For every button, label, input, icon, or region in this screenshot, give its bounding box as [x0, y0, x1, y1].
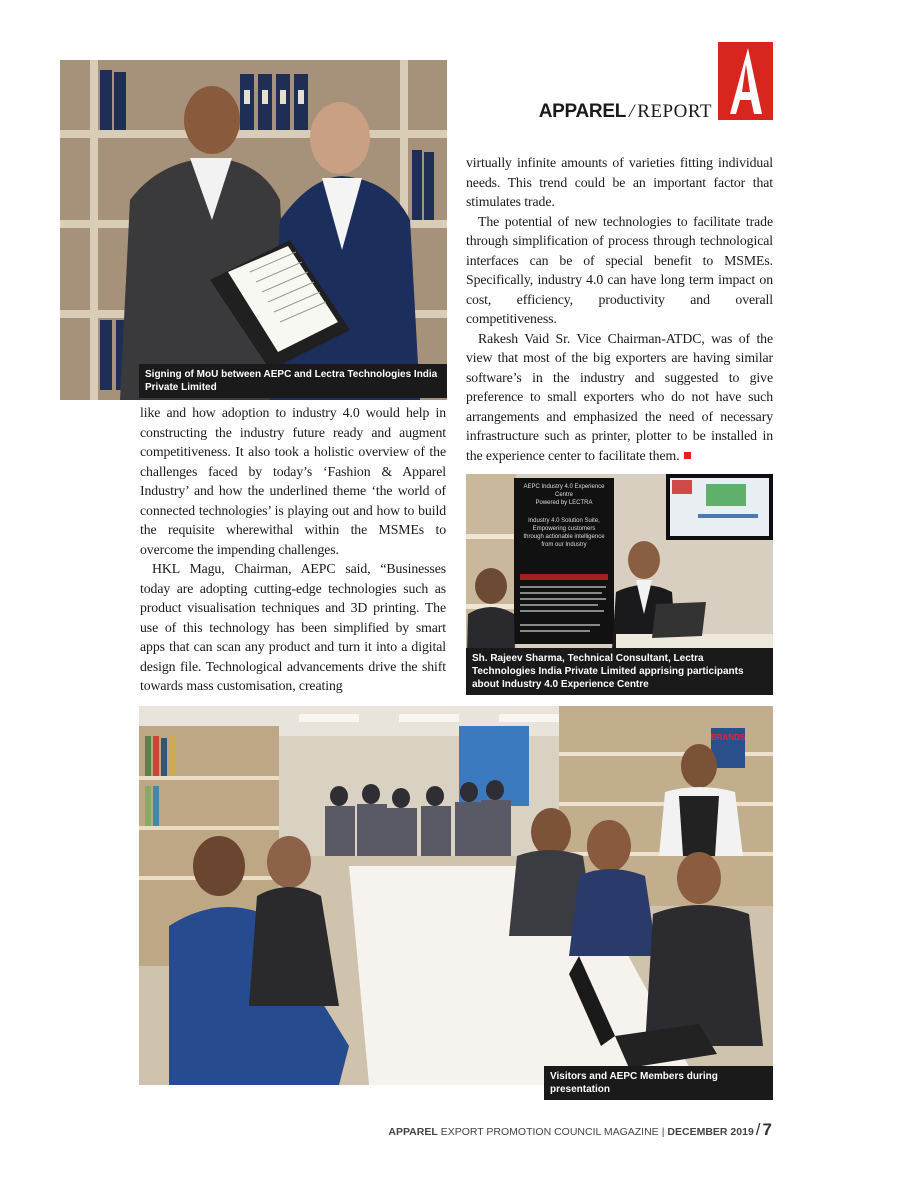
- section-label: [500, 100, 712, 124]
- presentation-photo: [466, 474, 773, 694]
- standee-powered: Powered by LECTRA: [535, 500, 593, 506]
- presentation-photo-caption: Sh. Rajeev Sharma, Technical Consultant, Lectra Technologies India Private Limited apprising participants about Industry 4.0 Experience Centre: [466, 648, 773, 695]
- left-paragraph-2: HKL Magu, Chairman, AEPC said, “Businesses today are adopting cutting-edge technologies such as product visualisation techniques and 3D printing. The use of this technology has been simplified by smart apps that can scan any product and turn it into a digital design file. Technological advancements drive the shift towards mass customisation, creating: [140, 561, 446, 693]
- bookshelf-label: BRANDS: [710, 733, 746, 742]
- section-label-bold: APPAREL: [538, 101, 626, 122]
- footer-pipe: |: [661, 1126, 665, 1138]
- end-of-article-mark: [684, 452, 691, 459]
- standee-sub2: Empowering customers: [532, 526, 596, 532]
- right-paragraph-3: [466, 329, 773, 466]
- standee-sub1: Industry 4.0 Solution Suite,: [528, 518, 600, 524]
- group-photo-caption: Visitors and AEPC Members during presentation: [544, 1066, 773, 1100]
- right-paragraph-3-text: Rakesh Vaid Sr. Vice Chairman-ATDC, was of the view that most of the big exporters are having similar software’s in the industry and suggested to give preference to small exporters who do not have such arrangements and emphasized the need of necessary infrastructure such as printer, plotter to be installed in the experience center to facilitate them.: [466, 330, 773, 463]
- page-footer: [340, 1120, 772, 1140]
- section-label-light: REPORT: [637, 101, 712, 122]
- section-separator: /: [629, 101, 635, 122]
- right-paragraph-1: virtually infinite amounts of varieties fitting individual needs. This trend could be an important factor that stimulates trade.: [466, 155, 773, 209]
- logo-a-mark: [718, 42, 773, 120]
- mou-photo-caption: Signing of MoU between AEPC and Lectra Technologies India Private Limited: [139, 364, 447, 398]
- footer-brand: APPAREL: [388, 1126, 438, 1138]
- footer-slash: /: [755, 1120, 761, 1139]
- left-text-column: [140, 403, 446, 696]
- footer-magazine-name: EXPORT PROMOTION COUNCIL MAGAZINE: [440, 1126, 659, 1138]
- standee-sub4: from our Industry: [541, 542, 587, 548]
- standee-sub3: through actionable intelligence: [523, 534, 605, 540]
- page-number: 7: [762, 1120, 772, 1139]
- left-paragraph-1: like and how adoption to industry 4.0 would help in constructing the industry future ready and augment competitiveness. It also took a holistic overview of the challenges faced by today’s ‘Fashion & Apparel Industry’ and how the underlined theme ‘the world of connected technologies’ is playing out and how to build the requisite wherewithal within the MSMEs to overcome the impending challenges.: [140, 405, 446, 557]
- group-meeting-photo: [139, 706, 773, 1095]
- mou-signing-photo: [60, 60, 447, 400]
- magazine-logo: [718, 42, 773, 120]
- standee-title-line1: AEPC Industry 4.0 Experience: [523, 484, 605, 490]
- footer-date: DECEMBER 2019: [667, 1126, 754, 1138]
- right-paragraph-2: The potential of new technologies to facilitate trade through simplification of process through technological interfaces can be of special benefit to MSMEs. Specifically, industry 4.0 can have long term impact on cost, efficiency, productivity and overall competitiveness.: [466, 213, 773, 326]
- right-text-column: [466, 153, 773, 465]
- standee-title-line2: Centre: [554, 492, 574, 498]
